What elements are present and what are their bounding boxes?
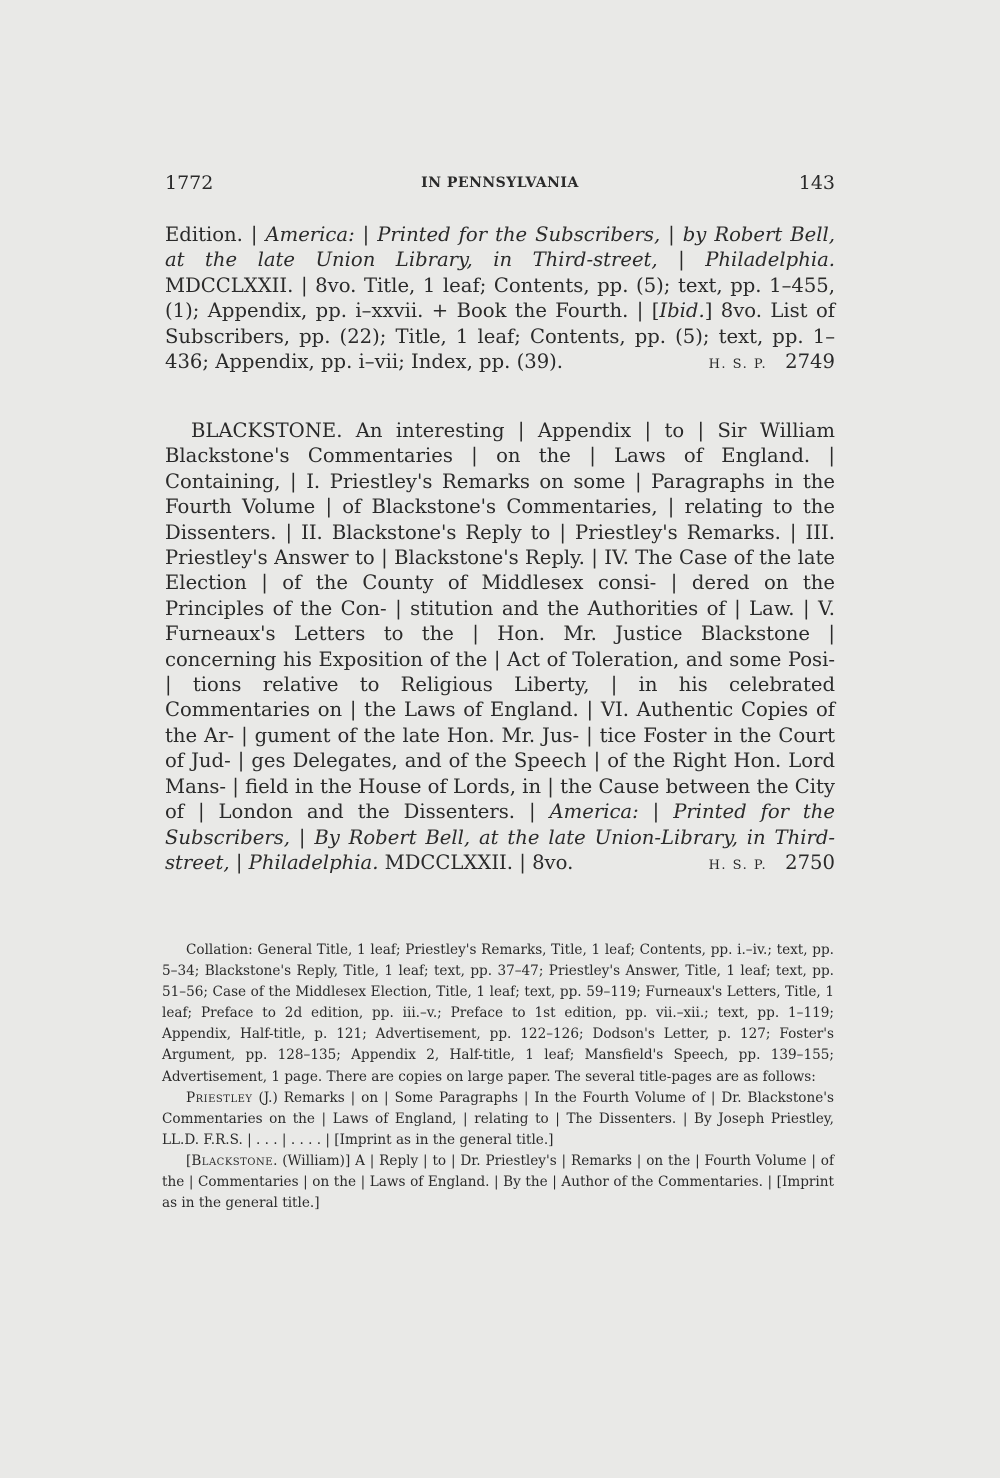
author-name: Priestley xyxy=(186,1089,253,1106)
text-run: | xyxy=(660,223,683,246)
text-run: | xyxy=(229,850,249,874)
running-header xyxy=(165,172,835,202)
page-number: 143 xyxy=(798,172,835,194)
entry-number: 2750 xyxy=(785,850,835,874)
italic-text: Ibid. xyxy=(659,299,705,323)
library-code: H. S. P. xyxy=(708,357,768,373)
italic-text: Philadelphia. xyxy=(705,248,836,272)
library-code: H. S. P. xyxy=(708,857,768,873)
text-run: | xyxy=(638,800,674,824)
italic-text: America: xyxy=(265,223,355,246)
entry-reference xyxy=(709,349,835,377)
text-run: | xyxy=(657,248,706,272)
text-run: BLACKSTONE. An interesting | Appendix | to | Sir William Blackstone's Commentaries | on the | Laws of England. | Containing, | I. Priestley's Remarks on some | Paragraphs in the Fourth Volume | of Blackstone's Commentaries, | relating to the Dissenters. | II. Blackstone's Reply to | Priestley's Remarks. | III. Priestley's Answer to | Blackstone's Reply. | IV. The Case of the late Election | of the County of Middlesex consi- | dered on the Principles of the Con- | stitution and the Authorities of | Law. | V. Furneaux's Letters to the | Hon. Mr. Justice Blackstone | concerning his Exposition of the | Act of Toleration, and some Posi- | tions relative to Religious Liberty, | in his celebrated Commentaries on | the Laws of England. | VI. Authentic Copies of the Ar- | gument of the late Hon. Mr. Jus- | tice Foster in the Court of Jud- | ges Delegates, and of the Speech | of the Right Hon. Lord Mans- | field in the House of Lords, in | the Cause between the City of | London and the Dissenters. | xyxy=(165,419,835,824)
author-name: Blackstone xyxy=(191,1152,274,1169)
priestley-title-paragraph xyxy=(162,1088,834,1151)
entry-2749 xyxy=(165,222,835,377)
bracket: [ xyxy=(186,1152,192,1169)
collation-notes xyxy=(162,940,834,1214)
title-text: (J.) Remarks | on | Some Paragraphs | In the Fourth Volume of | Dr. Blackstone's Commentaries on the | Laws of England, | relating to | The Dissenters. | By Joseph Priestley, LL.D. F.R.S. | . . . | . . . . | [Imprint as in the general title.] xyxy=(162,1089,834,1148)
italic-text: By Robert Bell, at the late Union-Library, in Third-street, xyxy=(165,825,835,874)
italic-text: America: xyxy=(549,800,639,824)
entry-2750 xyxy=(165,418,835,878)
text-run: | xyxy=(354,223,378,246)
italic-text: Philadelphia. xyxy=(248,850,379,874)
blackstone-title-paragraph xyxy=(162,1151,834,1214)
text-run: MDCCLXXII. | 8vo. xyxy=(378,850,574,874)
italic-text: Printed for the Subscribers, xyxy=(377,223,661,246)
entry-text xyxy=(165,419,835,874)
italic-text: by Robert Bell, at the late Union Library, in Third-street, xyxy=(165,223,835,272)
text-run: MDCCLXXII. | 8vo. Title, 1 leaf; Contents, pp. (5); text, pp. 1–455, (1); Appendix, pp. i–xxvii. + Book the Fourth. | [ xyxy=(165,273,835,323)
title-text: . (William)] A | Reply | to | Dr. Priestley's | Remarks | on the | Fourth Volume | of the | Commentaries | on the | Laws of England. | By the | Author of the Commentaries. | [Imprint as in the general title.] xyxy=(162,1152,834,1212)
italic-text: Printed for the Subscribers, xyxy=(165,800,835,849)
entry-number: 2749 xyxy=(785,350,835,374)
collation-paragraph: Collation: General Title, 1 leaf; Priestley's Remarks, Title, 1 leaf; Contents, pp. i.–iv.; text, pp. 5–34; Blackstone's Reply, Title, 1 leaf; text, pp. 37–47; Priestley's Answer, Title, 1 leaf; text, pp. 51–56; Case of the Middlesex Election, Title, 1 leaf; text, pp. 59–119; Furneaux's Letters, Title, 1 leaf; Preface to 2d edition, pp. iii.–v.; Preface to 1st edition, pp. vii.–xii.; text, pp. 1–119; Appendix, Half-title, p. 121; Advertisement, pp. 122–126; Dodson's Letter, p. 127; Foster's Argument, pp. 128–135; Appendix 2, Half-title, 1 leaf; Mansfield's Speech, pp. 139–155; Advertisement, 1 page. There are copies on large paper. The several title-pages are as follows: xyxy=(162,942,834,1085)
header-title: IN PENNSYLVANIA xyxy=(421,175,579,191)
text-run: | xyxy=(290,825,315,849)
text-run: Edition. | xyxy=(165,223,266,246)
header-year: 1772 xyxy=(165,172,214,194)
text-run: ] 8vo. List of Subscribers, pp. (22); Title, 1 leaf; Contents, pp. (5); text, pp. 1–436; Appendix, pp. i–vii; Index, pp. (39). xyxy=(165,299,835,374)
entry-reference xyxy=(683,850,835,878)
